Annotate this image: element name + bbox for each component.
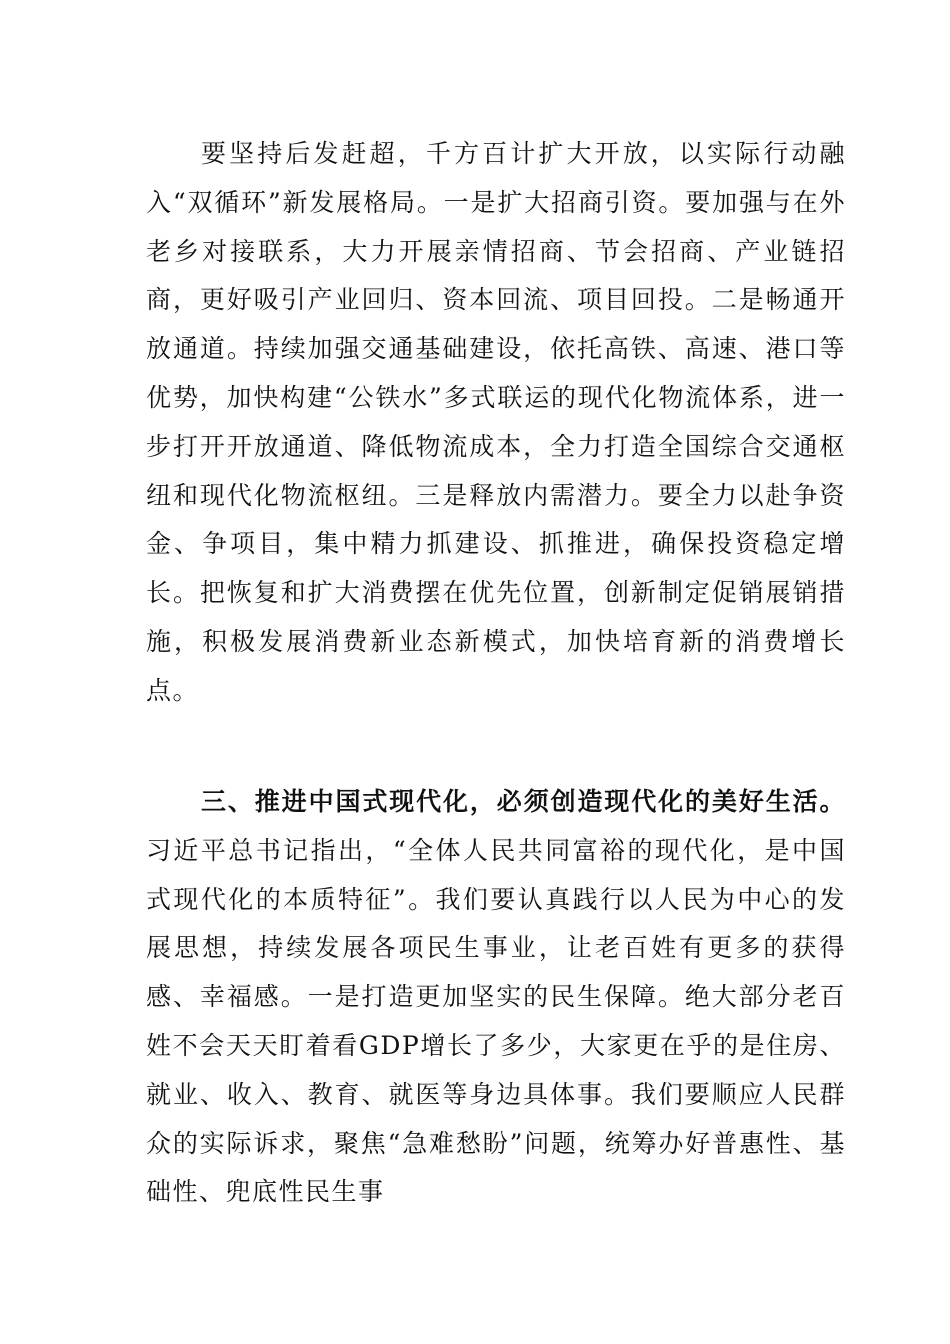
paragraph-open-economy: 要坚持后发赶超，千方百计扩大开放，以实际行动融入“双循环”新发展格局。一是扩大招商引资。要加强与在外老乡对接联系，大力开展亲情招商、节会招商、产业链招商，更好吸引产业回归、资本回流、项目回投。二是畅通开放通道。持续加强交通基础建设，依托高铁、高速、港口等优势，加快构建“公铁水”多式联运的现代化物流体系，进一步打开开放通道、降低物流成本，全力打造全国综合交通枢纽和现代化物流枢纽。三是释放内需潜力。要全力以赴争资金、争项目，集中精力抓建设、抓推进，确保投资稳定增长。把恢复和扩大消费摆在优先位置，创新制定促销展销措施，积极发展消费新业态新模式，加快培育新的消费增长点。 bbox=[146, 139, 846, 705]
section-heading-3: 三、推进中国式现代化，必须创造现代化的美好生活。 bbox=[201, 787, 846, 816]
paragraph-modern-life bbox=[146, 778, 846, 1217]
section-3-body: 习近平总书记指出，“全体人民共同富裕的现代化，是中国式现代化的本质特征”。我们要认真践行以人民为中心的发展思想，持续发展各项民生事业，让老百姓有更多的获得感、幸福感。一是打造更加坚实的民生保障。绝大部分老百姓不会天天盯着看GDP增长了多少，大家更在乎的是住房、就业、收入、教育、就医等身边具体事。我们要顺应人民群众的实际诉求，聚焦“急难愁盼”问题，统筹办好普惠性、基础性、兜底性民生事 bbox=[146, 835, 846, 1207]
